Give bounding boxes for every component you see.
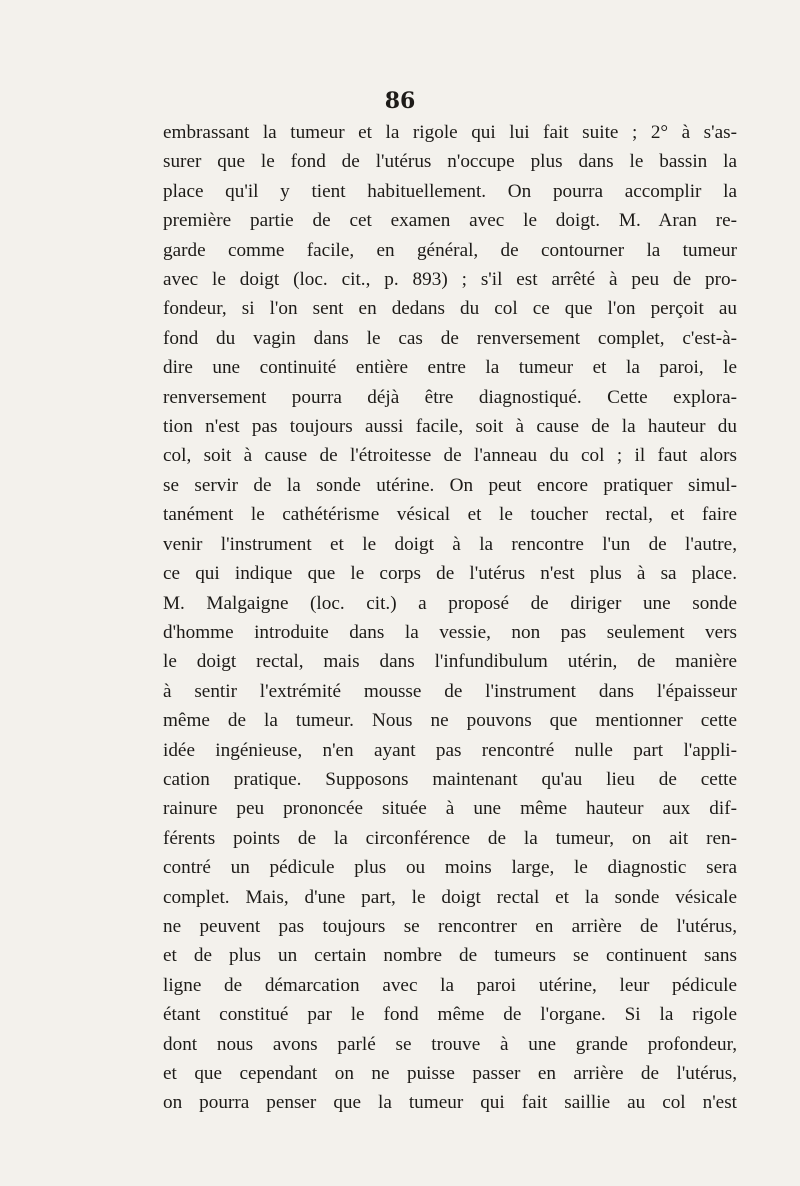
text-line: et de plus un certain nombre de tumeurs se continuent sans (163, 945, 737, 967)
text-line: et que cependant on ne puisse passer en arrière de l'utérus, (163, 1063, 737, 1084)
text-line: fond du vagin dans le cas de renversement complet, c'est-à- (163, 327, 737, 349)
text-line: ce qui indique que le corps de l'utérus n'est plus à sa place. (163, 563, 737, 585)
text-line: garde comme facile, en général, de contourner la tumeur (163, 239, 737, 261)
text-line: complet. Mais, d'une part, le doigt rectal et la sonde vésicale (163, 886, 737, 908)
text-line: même de la tumeur. Nous ne pouvons que mentionner cette (163, 710, 737, 732)
text-line: le doigt rectal, mais dans l'infundibulum utérin, de manière (163, 651, 737, 673)
text-line: tanément le cathétérisme vésical et le toucher rectal, et faire (163, 504, 737, 526)
text-line: dont nous avons parlé se trouve à une grande profondeur, (163, 1033, 737, 1055)
text-line: embrassant la tumeur et la rigole qui lui fait suite ; 2° à s'as- (163, 122, 737, 143)
text-line: ne peuvent pas toujours se rencontrer en arrière de l'utérus, (163, 915, 737, 937)
text-line: férents points de la circonférence de la tumeur, on ait ren- (163, 827, 737, 849)
text-line: rainure peu prononcée située à une même hauteur aux dif- (163, 798, 737, 820)
text-line: d'homme introduite dans la vessie, non pas seulement vers (163, 621, 737, 643)
text-line: contré un pédicule plus ou moins large, le diagnostic sera (163, 857, 737, 879)
text-line: tion n'est pas toujours aussi facile, soit à cause de la hauteur du (163, 416, 737, 438)
body-text (163, 118, 737, 1118)
text-line: dire une continuité entière entre la tumeur et la paroi, le (163, 357, 737, 379)
text-line: ligne de démarcation avec la paroi utérine, leur pédicule (163, 974, 737, 996)
text-line: avec le doigt (loc. cit., p. 893) ; s'il est arrêté à peu de pro- (163, 269, 737, 291)
text-line: cation pratique. Supposons maintenant qu'au lieu de cette (163, 768, 737, 790)
text-line: idée ingénieuse, n'en ayant pas rencontré nulle part l'appli- (163, 739, 737, 761)
text-line: se servir de la sonde utérine. On peut encore pratiquer simul- (163, 474, 737, 496)
text-line: place qu'il y tient habituellement. On pourra accomplir la (163, 180, 737, 202)
page-number: 86 (384, 88, 416, 114)
text-line: à sentir l'extrémité mousse de l'instrument dans l'épaisseur (163, 680, 737, 702)
text-line: M. Malgaigne (loc. cit.) a proposé de diriger une sonde (163, 592, 737, 614)
text-line: on pourra penser que la tumeur qui fait saillie au col n'est (163, 1092, 737, 1114)
text-line: venir l'instrument et le doigt à la rencontre l'un de l'autre, (163, 533, 737, 555)
text-line: première partie de cet examen avec le doigt. M. Aran re- (163, 210, 737, 232)
text-line: col, soit à cause de l'étroitesse de l'anneau du col ; il faut alors (163, 445, 737, 467)
text-line: étant constitué par le fond même de l'organe. Si la rigole (163, 1004, 737, 1026)
text-line: fondeur, si l'on sent en dedans du col ce que l'on perçoit au (163, 298, 737, 320)
text-line: renversement pourra déjà être diagnostiqué. Cette explora- (163, 386, 737, 408)
text-line: surer que le fond de l'utérus n'occupe plus dans le bassin la (163, 151, 737, 173)
